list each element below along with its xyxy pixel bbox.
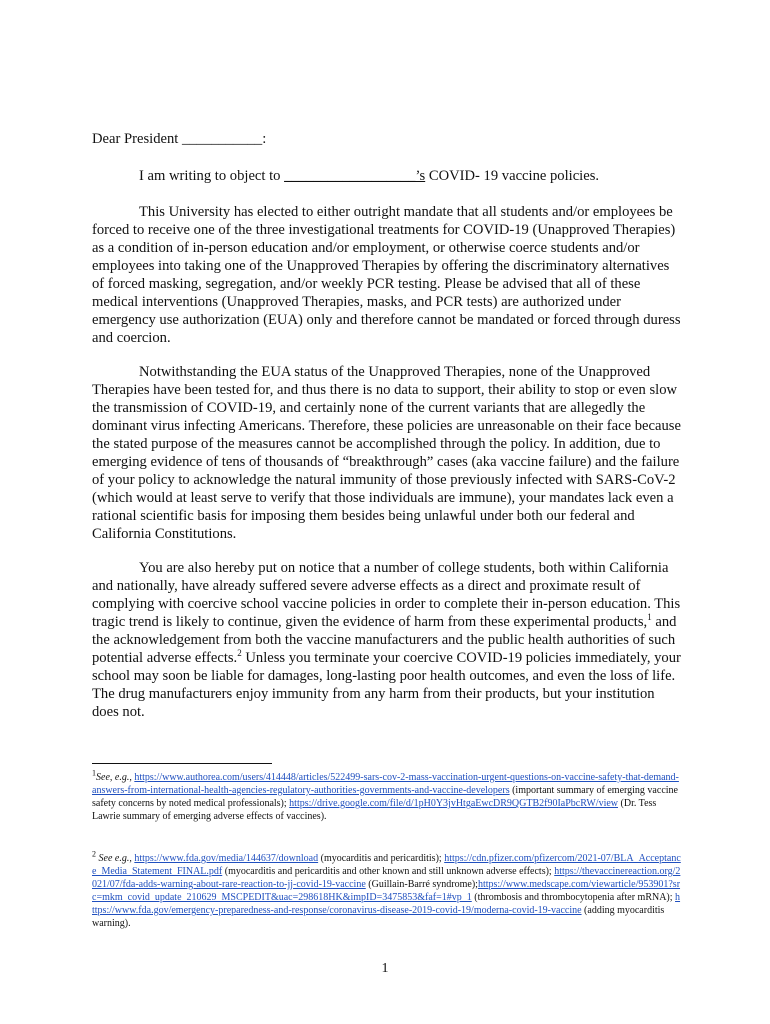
paragraph-notice [92,559,682,721]
footnote-ref-1[interactable]: 1 [647,612,652,623]
paragraph-2-text: This University has elected to either outright mandate that all students and/or employees be forced to receive one of the three investigational treatments for COVID-19 (Unapproved Therapies) as a condition of in-person education and/or employment, or otherwise coerce students and/or employees into taking one of the Unapproved Therapies by offering the discriminatory alternatives of forced masking, segregation, and/or weekly PCR testing. Please be advised that all of these medical interventions (Unapproved Therapies, masks, and PCR tests) are authorized under emergency use authorization (EUA) only and therefore cannot be mandated or forced through duress and coercion. [92,204,681,346]
footnote-2-note-5: (adding myocarditis warning). [92,905,665,929]
paragraph-objection [92,167,682,185]
footnote-2-number: 2 [92,849,96,859]
paragraph-1-end: COVID- 19 vaccine policies. [425,168,600,184]
paragraph-3-text: Notwithstanding the EUA status of the Unapproved Therapies, none of the Unapproved Therapies have been tested for, and thus there is no data to support, their ability to stop or even slow the transmission of COVID-19, and certainly none of the current variants that are allegedly the dominant virus infecting Americans. Therefore, these policies are unreasonable on their face because the stated purpose of the measures cannot be accomplished through the policy. In addition, due to emerging evidence of tens of thousands of “breakthrough” cases (aka vaccine failure) and the failure of your policy to acknowledge the natural immunity of those previously infected with SARS-CoV-2 (which would at least serve to verify that those individuals are immune), your mandates lack even a rational scientific basis for imposing them besides being unlawful under both our federal and California Constitutions. [92,364,681,542]
institution-blank: __________________’s [284,168,426,184]
footnote-2 [92,849,682,930]
footnote-2-note-2: (myocarditis and pericarditis and other known and still unknown adverse effects); [222,866,555,877]
footnote-1-see: See, e.g., [96,772,132,783]
paragraph-4-part-2: and the acknowledgement from both the vaccine manufacturers and the public health authorities of such potential adverse effects. [92,614,677,666]
footnote-2-note-3: (Guillain-Barré syndrome); [365,879,478,890]
footnote-2-see: See e.g., [98,853,132,864]
footnote-1-link-google-drive[interactable]: https://drive.google.com/file/d/1pH0Y3jvHtgaEwcDR9QGTB2f90IaPbcRW/view [289,798,619,809]
footnote-2-link-vaccine-reaction[interactable]: https://thevaccinereaction.org/2021/07/fda-adds-warning-about-rare-reaction-to-jj-covid-19-vaccine [92,866,681,890]
paragraph-4-part-3: Unless you terminate your coercive COVID-19 policies immediately, your school may soon be liable for damages, long-lasting poor health outcomes, and even the loss of life. The drug manufacturers enjoy immunity from any harm from their products, but your institution does not. [92,650,681,720]
paragraph-1-start: I am writing to object to [139,168,285,184]
greeting-text: Dear President ___________: [92,131,267,147]
paragraph-4-part-1: You are also hereby put on notice that a number of college students, both within California and nationally, have already suffered severe adverse effects as a direct and proximate result of complying with coercive school vaccine policies in order to complete their in-person education. This tragic trend is likely to continue, given the evidence of harm from these experimental products, [92,560,681,630]
footnote-1-number: 1 [92,768,96,778]
salutation [92,130,682,148]
footnote-1-note-2: (Dr. Tess Lawrie summary of emerging adverse effects of vaccines). [92,798,657,822]
footnote-1-link-authorea[interactable]: https://www.authorea.com/users/414448/articles/522499-sars-cov-2-mass-vaccination-urgent-questions-on-vaccine-safety-that-demand-answers-from-international-health-agencies-regulatory-authorities-governments-and-vaccine-developers [92,772,679,796]
footnote-2-note-4: (thrombosis and thrombocytopenia after mRNA); [471,892,676,903]
footnote-2-link-fda-moderna[interactable]: https://www.fda.gov/emergency-preparedness-and-response/coronavirus-disease-2019-covid-19/moderna-covid-19-vaccine [92,892,681,916]
paragraph-mandate [92,203,682,347]
footnote-2-link-medscape[interactable]: https://www.medscape.com/viewarticle/953901?src=mkm_covid_update_210629_MSCPEDIT&uac=298618HK&impID=3475853&faf=1#vp_1 [92,879,681,903]
footnote-2-note-1: (myocarditis and pericarditis); [318,853,445,864]
footnote-1-note-1: (important summary of emerging vaccine safety concerns by noted medical professionals); [92,785,678,809]
footnote-ref-2[interactable]: 2 [237,648,242,659]
footnote-2-link-pfizer[interactable]: https://cdn.pfizer.com/pfizercom/2021-07/BLA_Acceptance_Media_Statement_FINAL.pdf [92,853,681,877]
footnote-2-link-fda-media[interactable]: https://www.fda.gov/media/144637/download [134,853,319,864]
footnote-1 [92,768,682,823]
paragraph-eua-status [92,363,682,543]
page-number: 1 [381,961,389,976]
footnote-separator [92,763,272,764]
